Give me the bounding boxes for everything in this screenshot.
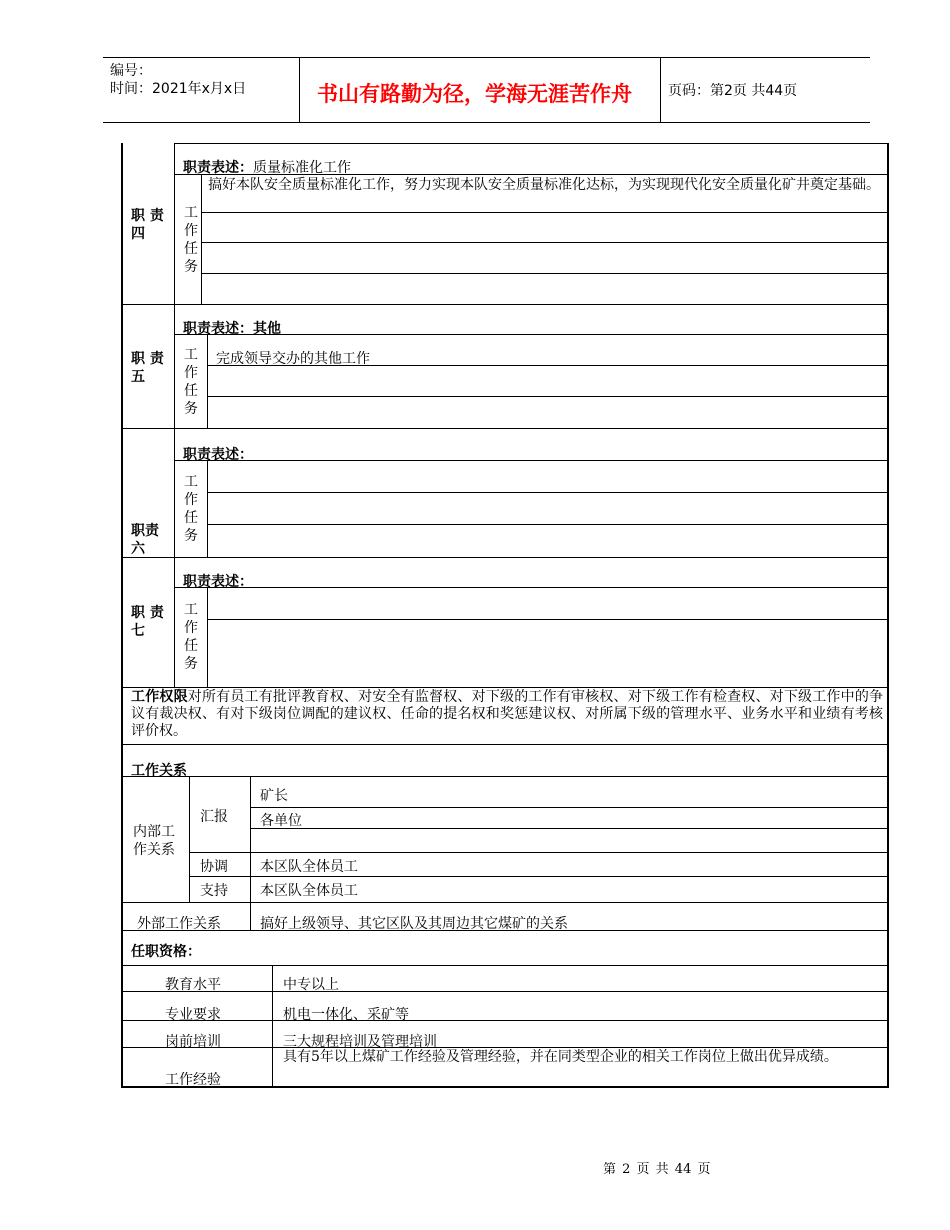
task-label-five: 工作任务 (184, 347, 198, 417)
row-rule (121, 902, 888, 903)
row-rule (121, 776, 888, 777)
row-rule (189, 876, 888, 877)
relations-divider (189, 776, 190, 902)
row-rule (121, 428, 888, 429)
internal-label-line: 内部工 (133, 824, 175, 840)
duty-desc-six: 职责表述： (183, 447, 253, 463)
duty-label-line: 职 责 (131, 351, 164, 367)
authority-text (131, 689, 883, 740)
page-footer: 第 2 页 共 44 页 (603, 1162, 711, 1177)
row-rule (207, 492, 888, 493)
qualifications-title: 任职资格： (131, 944, 201, 960)
support-value: 本区队全体员工 (260, 883, 358, 899)
row-rule (121, 1047, 888, 1048)
duty-label-line: 六 (131, 541, 145, 557)
report-item: 各单位 (260, 813, 302, 829)
doc-time-label: 时间：2021年x月x日 (110, 81, 247, 97)
duty-desc-text: 质量标准化工作 (253, 160, 351, 176)
qualification-value: 三大规程培训及管理培训 (283, 1034, 437, 1050)
duty-label-six (131, 522, 159, 558)
relations-title: 工作关系 (131, 763, 187, 779)
external-relations-label: 外部工作关系 (137, 916, 221, 932)
task-text: 完成领导交办的其他工作 (216, 351, 370, 367)
duty-desc-seven: 职责表述： (183, 574, 253, 590)
internal-label-line: 作关系 (133, 842, 175, 858)
coordinate-value: 本区队全体员工 (260, 859, 358, 875)
row-rule (121, 1020, 888, 1021)
header-divider (299, 57, 300, 123)
row-rule (121, 991, 888, 992)
row-rule (250, 828, 888, 829)
duty-desc-five: 职责表述：其他 (183, 321, 281, 337)
task-divider (201, 174, 202, 304)
table-bottom-border (121, 1086, 889, 1088)
qualification-value: 中专以上 (283, 977, 339, 993)
duty-label-line: 职 责 (131, 208, 164, 224)
qualification-label: 教育水平 (165, 977, 221, 993)
support-label: 支持 (200, 883, 228, 899)
qualification-label: 专业要求 (165, 1007, 221, 1023)
header-divider (660, 57, 661, 123)
internal-relations-label (133, 823, 175, 859)
duty-label-line: 职责 (131, 523, 159, 539)
report-item: 矿长 (260, 788, 288, 804)
qualification-value: 具有5年以上煤矿工作经验及管理经验，并在同类型企业的相关工作岗位上做出优异成绩。 (283, 1049, 838, 1065)
row-rule (201, 273, 888, 274)
coordinate-label: 协调 (200, 859, 228, 875)
qualifications-divider (272, 965, 273, 1087)
duty-label-five (131, 350, 164, 386)
duty-label-seven (131, 604, 164, 640)
task-label-four: 工作任务 (184, 205, 198, 275)
row-rule (121, 304, 888, 305)
authority-label: 工作权限 (131, 689, 188, 705)
row-rule (207, 396, 888, 397)
row-rule (201, 242, 888, 243)
duty-label-divider (174, 428, 175, 557)
header-top-rule (103, 57, 870, 58)
duty-label-line: 五 (131, 369, 145, 385)
task-divider (207, 587, 208, 687)
row-rule (207, 524, 888, 525)
row-rule (121, 744, 888, 745)
row-rule (250, 807, 888, 808)
qualification-value: 机电一体化、采矿等 (283, 1007, 409, 1023)
duty-label-divider (174, 557, 175, 687)
row-rule (201, 212, 888, 213)
duty-desc-label: 职责表述： (183, 160, 253, 176)
duty-desc-four (183, 157, 351, 177)
row-rule (207, 619, 888, 620)
table-right-border (887, 143, 889, 1087)
external-relations-value: 搞好上级领导、其它区队及其周边其它煤矿的关系 (260, 916, 568, 932)
qualification-label: 工作经验 (165, 1072, 221, 1088)
task-label-six: 工作任务 (184, 474, 198, 544)
row-rule (174, 143, 888, 144)
report-label: 汇报 (200, 809, 228, 825)
task-divider (207, 460, 208, 557)
row-rule (121, 965, 888, 966)
row-rule (189, 852, 888, 853)
duty-label-divider (174, 304, 175, 428)
header-bottom-rule (103, 122, 870, 123)
duty-label-four (131, 207, 164, 243)
row-rule (174, 587, 888, 588)
page-number-label: 页码：第2页 共44页 (668, 83, 798, 99)
header-slogan: 书山有路勤为径，学海无涯苦作舟 (317, 82, 632, 106)
qualification-label: 岗前培训 (165, 1034, 221, 1050)
row-rule (121, 557, 888, 558)
task-text: 搞好本队安全质量标准化工作，努力实现本队安全质量标准化达标，为实现现代化安全质量化矿井奠定基础。 (208, 177, 880, 193)
task-divider (207, 334, 208, 428)
duty-label-line: 四 (131, 226, 145, 242)
row-rule (174, 334, 888, 335)
row-rule (121, 687, 888, 688)
duty-label-line: 七 (131, 623, 145, 639)
task-label-seven: 工作任务 (184, 602, 198, 672)
doc-number-label: 编号： (110, 63, 152, 79)
duty-label-line: 职 责 (131, 605, 164, 621)
duty-label-divider (174, 143, 175, 304)
authority-body: 对所有员工有批评教育权、对安全有监督权、对下级的工作有审核权、对下级工作有检查权、对下级工作中的争议有裁决权、有对下级岗位调配的建议权、任命的提名权和奖惩建议权、对所属下级的管理水平、业务水平和业绩有考核评价权。 (131, 689, 884, 739)
row-rule (174, 460, 888, 461)
relations-divider (250, 776, 251, 930)
table-left-border (121, 143, 123, 1087)
